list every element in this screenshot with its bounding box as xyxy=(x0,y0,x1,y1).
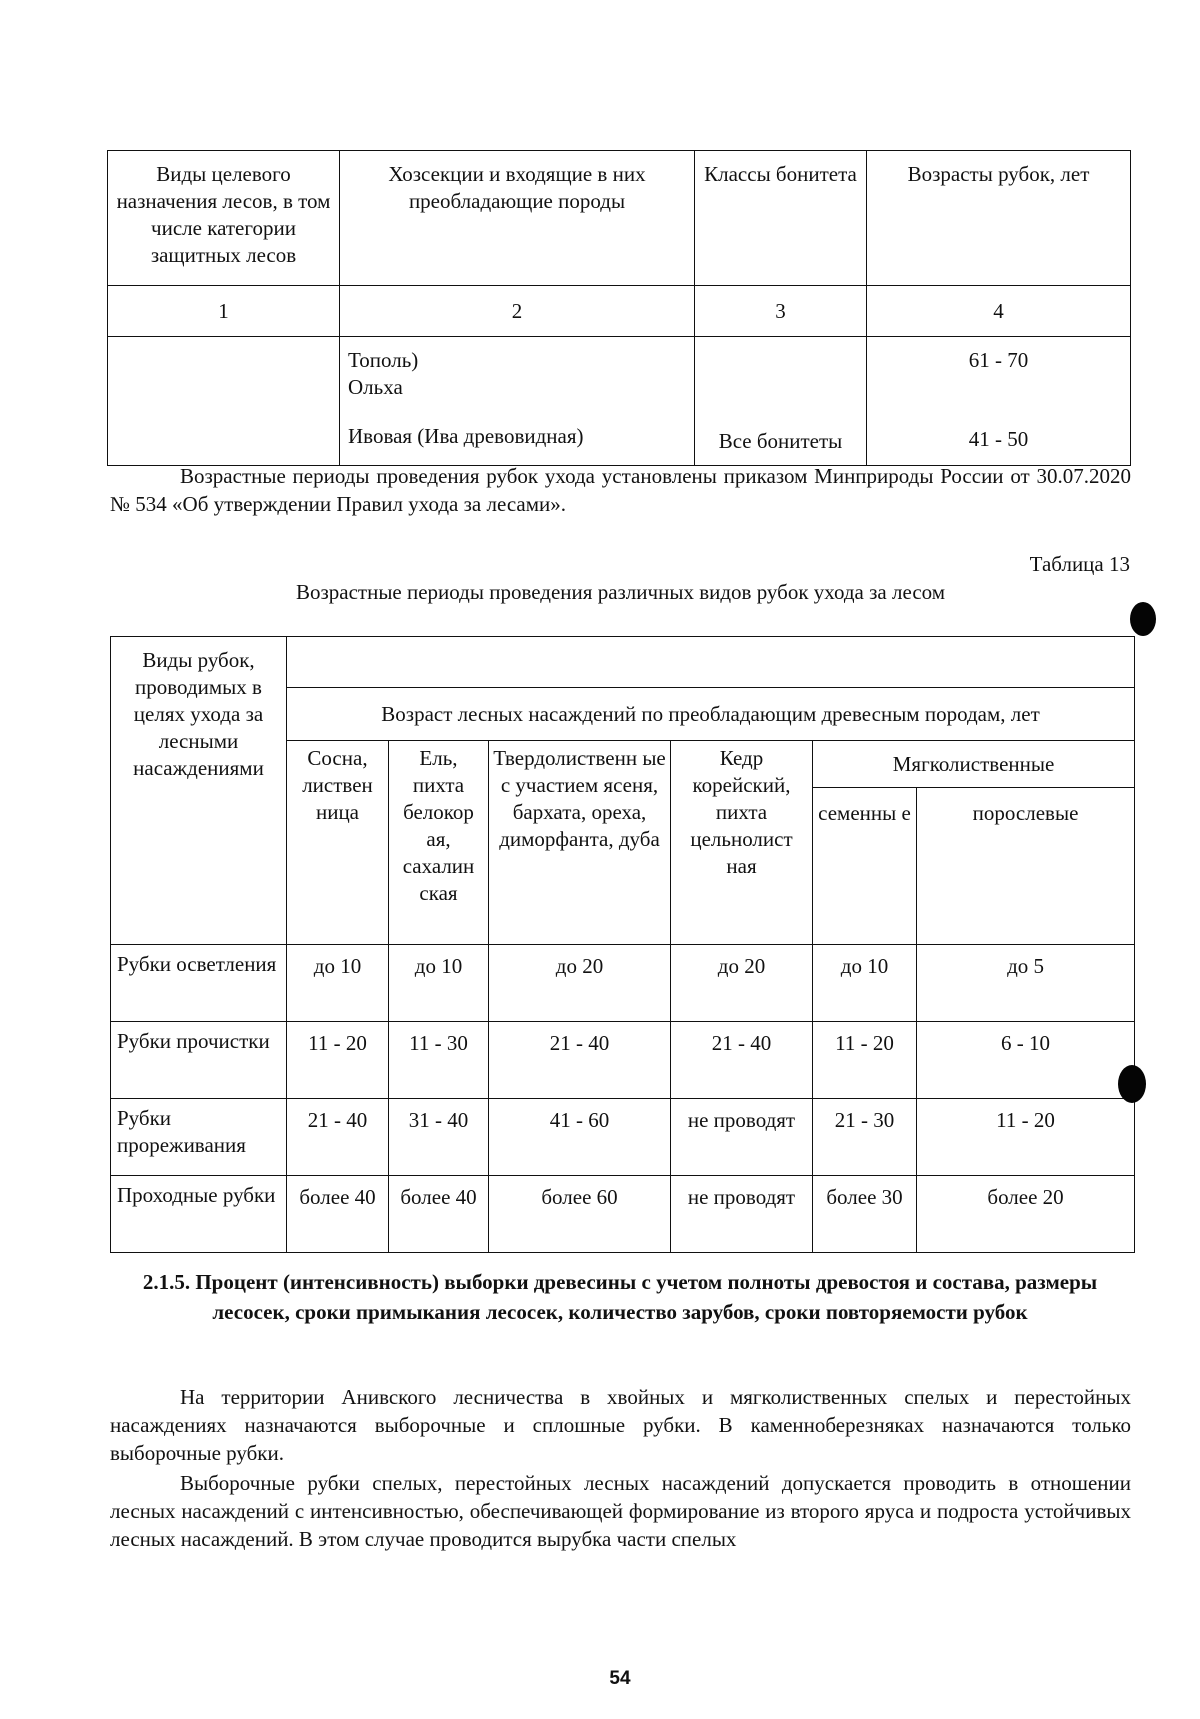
header-soft-group: Мягколиственные xyxy=(813,741,1135,788)
species-name: Ольха xyxy=(348,375,403,399)
table-age-of-felling xyxy=(107,150,1131,466)
header-cell: Возрасты рубок, лет xyxy=(867,151,1131,286)
table-cell: 11 - 30 xyxy=(389,1022,489,1099)
species-name: Тополь) xyxy=(348,348,419,372)
table-title: Возрастные периоды проведения различных видов рубок ухода за лесом xyxy=(295,580,946,604)
paragraph: Выборочные рубки спелых, перестойных лесных насаждений допускается проводить в отношении лесных насаждений с интенсивностью, обеспечивающей формирование из второго яруса и подроста устойчивых лесных насаждений. В этом случае проводится вырубка части спелых xyxy=(110,1471,1131,1551)
table-cell: до 20 xyxy=(671,945,813,1022)
bonitet-cell: Все бонитеты xyxy=(695,337,867,466)
table-cell: до 10 xyxy=(287,945,389,1022)
table-row xyxy=(111,1022,1135,1099)
table-cell: 21 - 30 xyxy=(813,1099,917,1176)
table-cell: более 20 xyxy=(917,1176,1135,1253)
header-species: Ель, пихта белокор ая, сахалин ская xyxy=(389,741,489,945)
header-empty xyxy=(287,637,1135,688)
row-label: Проходные рубки xyxy=(111,1176,287,1253)
column-number: 3 xyxy=(695,286,867,337)
table-cell: до 20 xyxy=(489,945,671,1022)
header-species: Твердолиственн ые с участием ясеня, бархата, ореха, диморфанта, дуба xyxy=(489,741,671,945)
row-label: Рубки осветления xyxy=(111,945,287,1022)
table-cell: 11 - 20 xyxy=(287,1022,389,1099)
table-header-row xyxy=(108,151,1131,286)
punch-hole-mark xyxy=(1118,1065,1146,1103)
header-cell: Виды целевого назначения лесов, в том числе категории защитных лесов xyxy=(108,151,340,286)
column-number-row xyxy=(108,286,1131,337)
row-label: Рубки прореживания xyxy=(111,1099,287,1176)
page-number: 54 xyxy=(609,1668,631,1689)
table-cell: 21 - 40 xyxy=(671,1022,813,1099)
table-cell: 11 - 20 xyxy=(917,1099,1135,1176)
table-cell: более 30 xyxy=(813,1176,917,1253)
table-row xyxy=(108,337,1131,466)
column-number: 1 xyxy=(108,286,340,337)
header-soft-sub: порослевые xyxy=(917,788,1135,945)
paragraph: На территории Анивского лесничества в хвойных и мягколиственных спелых и перестойных насаждениях назначаются выборочные и сплошные рубки. В каменноберезняках назначаются только выборочные рубки. xyxy=(110,1385,1131,1465)
species-name: Ивовая (Ива древовидная) xyxy=(348,424,584,448)
table-cell: 6 - 10 xyxy=(917,1022,1135,1099)
table-cell: 31 - 40 xyxy=(389,1099,489,1176)
table-row xyxy=(111,1176,1135,1253)
header-species: Кедр корейский, пихта цельнолист ная xyxy=(671,741,813,945)
table-cell: более 40 xyxy=(287,1176,389,1253)
column-number: 2 xyxy=(340,286,695,337)
table-row xyxy=(111,945,1135,1022)
table-header-row xyxy=(111,637,1135,688)
species-cell xyxy=(340,337,695,466)
table-cell: более 60 xyxy=(489,1176,671,1253)
row-label: Рубки прочистки xyxy=(111,1022,287,1099)
table-cell: до 5 xyxy=(917,945,1135,1022)
paragraph-order: Возрастные периоды проведения рубок ухода установлены приказом Минприроды России от 30.07.2020 № 534 «Об утверждении Правил ухода за лесами». xyxy=(110,464,1131,516)
header-felling-type: Виды рубок, проводимых в целях ухода за лесными насаждениями xyxy=(111,637,287,945)
column-number: 4 xyxy=(867,286,1131,337)
table-cell: 41 - 60 xyxy=(489,1099,671,1176)
table-cell: не проводят xyxy=(671,1099,813,1176)
header-cell: Классы бонитета xyxy=(695,151,867,286)
header-soft-sub: семенны е xyxy=(813,788,917,945)
age-value: 61 - 70 xyxy=(968,348,1029,372)
table-cell: до 10 xyxy=(389,945,489,1022)
age-value: 41 - 50 xyxy=(968,427,1029,451)
purpose-cell xyxy=(108,337,340,466)
table-cell: 21 - 40 xyxy=(489,1022,671,1099)
table-cell: до 10 xyxy=(813,945,917,1022)
header-cell: Хозсекции и входящие в них преобладающие породы xyxy=(340,151,695,286)
age-cell xyxy=(867,337,1131,466)
table-number: Таблица 13 xyxy=(1029,552,1130,576)
table-care-felling-periods xyxy=(110,636,1135,1253)
header-age-group: Возраст лесных насаждений по преобладающим древесным породам, лет xyxy=(287,688,1135,741)
table-row xyxy=(111,1099,1135,1176)
table-cell: 21 - 40 xyxy=(287,1099,389,1176)
table-cell: не проводят xyxy=(671,1176,813,1253)
section-heading: 2.1.5. Процент (интенсивность) выборки древесины с учетом полноты древостоя и состава, размеры лесосек, сроки примыкания лесосек, количество зарубов, сроки повторяемости рубок xyxy=(142,1270,1098,1324)
table-cell: 11 - 20 xyxy=(813,1022,917,1099)
punch-hole-mark xyxy=(1130,602,1156,636)
table-cell: более 40 xyxy=(389,1176,489,1253)
header-species: Сосна, листвен ница xyxy=(287,741,389,945)
